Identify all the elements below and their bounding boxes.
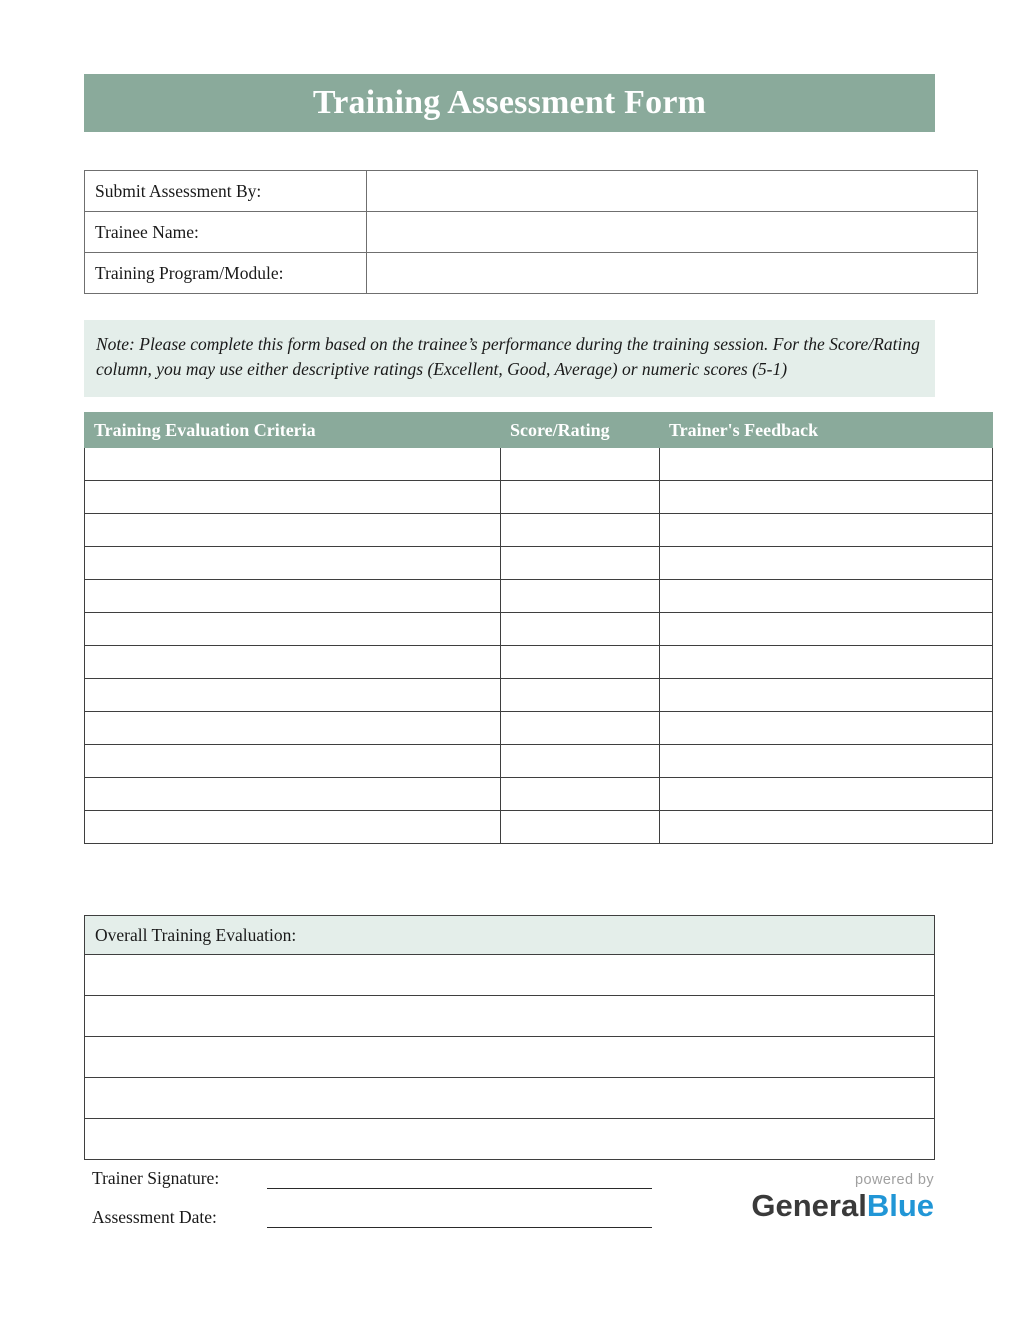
cell-feedback[interactable] (660, 481, 993, 514)
cell-feedback[interactable] (660, 745, 993, 778)
brand-wordmark (751, 1190, 934, 1221)
powered-by-label: powered by (855, 1172, 934, 1188)
document-title-bar (84, 74, 935, 132)
trainer-signature-field[interactable] (267, 1168, 652, 1189)
instructions-note: Note: Please complete this form based on the trainee’s performance during the training session. For the Score/Rating column, you may use either descriptive ratings (Excellent, Good, Average) or numeric scores (5-1) (84, 320, 935, 397)
table-row (85, 514, 993, 547)
cell-score[interactable] (501, 679, 660, 712)
cell-criteria[interactable] (85, 448, 501, 481)
trainer-signature-row (92, 1168, 652, 1189)
column-header-feedback: Trainer's Feedback (660, 413, 993, 448)
assessment-date-row (92, 1207, 652, 1228)
overall-evaluation-line[interactable] (85, 1078, 935, 1119)
table-row (85, 448, 993, 481)
overall-evaluation-line[interactable] (85, 1119, 935, 1160)
cell-criteria[interactable] (85, 613, 501, 646)
cell-feedback[interactable] (660, 547, 993, 580)
table-row (85, 646, 993, 679)
table-row (85, 811, 993, 844)
cell-score[interactable] (501, 712, 660, 745)
table-row (85, 712, 993, 745)
overall-evaluation-line[interactable] (85, 955, 935, 996)
generalblue-logo (751, 1172, 934, 1221)
page-title: Training Assessment Form (312, 84, 707, 121)
column-header-criteria: Training Evaluation Criteria (85, 413, 501, 448)
cell-criteria[interactable] (85, 514, 501, 547)
info-value-submit-by[interactable] (367, 171, 978, 212)
table-row (85, 996, 935, 1037)
cell-criteria[interactable] (85, 481, 501, 514)
cell-feedback[interactable] (660, 712, 993, 745)
cell-feedback[interactable] (660, 448, 993, 481)
table-row (85, 745, 993, 778)
cell-feedback[interactable] (660, 646, 993, 679)
cell-feedback[interactable] (660, 580, 993, 613)
assessment-date-label: Assessment Date: (92, 1207, 217, 1227)
cell-score[interactable] (501, 547, 660, 580)
signature-block (92, 1168, 652, 1246)
submitter-info-table (84, 170, 978, 294)
table-row (85, 1119, 935, 1160)
table-row (85, 778, 993, 811)
cell-criteria[interactable] (85, 646, 501, 679)
evaluation-criteria-table (84, 412, 993, 844)
cell-score[interactable] (501, 514, 660, 547)
table-row (85, 955, 935, 996)
cell-feedback[interactable] (660, 679, 993, 712)
table-row (85, 580, 993, 613)
assessment-date-field[interactable] (267, 1207, 652, 1228)
column-header-score: Score/Rating (501, 413, 660, 448)
info-label-submit-by: Submit Assessment By: (85, 171, 367, 212)
table-row (85, 679, 993, 712)
cell-score[interactable] (501, 646, 660, 679)
table-row (85, 547, 993, 580)
info-label-training-program: Training Program/Module: (85, 253, 367, 294)
table-row (85, 1078, 935, 1119)
info-value-training-program[interactable] (367, 253, 978, 294)
table-row (85, 212, 978, 253)
info-value-trainee-name[interactable] (367, 212, 978, 253)
cell-criteria[interactable] (85, 679, 501, 712)
overall-evaluation-line[interactable] (85, 1037, 935, 1078)
cell-score[interactable] (501, 778, 660, 811)
cell-score[interactable] (501, 613, 660, 646)
cell-criteria[interactable] (85, 811, 501, 844)
table-row (85, 1037, 935, 1078)
table-row (85, 916, 935, 955)
info-label-trainee-name: Trainee Name: (85, 212, 367, 253)
cell-criteria[interactable] (85, 778, 501, 811)
brand-name-blue: Blue (866, 1188, 934, 1223)
cell-score[interactable] (501, 481, 660, 514)
table-row (85, 481, 993, 514)
cell-score[interactable] (501, 580, 660, 613)
cell-criteria[interactable] (85, 547, 501, 580)
cell-score[interactable] (501, 811, 660, 844)
table-header-row (85, 413, 993, 448)
table-row (85, 613, 993, 646)
cell-criteria[interactable] (85, 745, 501, 778)
cell-criteria[interactable] (85, 580, 501, 613)
cell-feedback[interactable] (660, 778, 993, 811)
cell-feedback[interactable] (660, 514, 993, 547)
cell-criteria[interactable] (85, 712, 501, 745)
cell-score[interactable] (501, 745, 660, 778)
overall-evaluation-table (84, 915, 935, 1160)
overall-evaluation-line[interactable] (85, 996, 935, 1037)
cell-feedback[interactable] (660, 811, 993, 844)
trainer-signature-label: Trainer Signature: (92, 1168, 220, 1188)
brand-name-general: General (751, 1188, 867, 1223)
table-row (85, 253, 978, 294)
table-row (85, 171, 978, 212)
overall-evaluation-header: Overall Training Evaluation: (85, 916, 935, 955)
cell-feedback[interactable] (660, 613, 993, 646)
cell-score[interactable] (501, 448, 660, 481)
